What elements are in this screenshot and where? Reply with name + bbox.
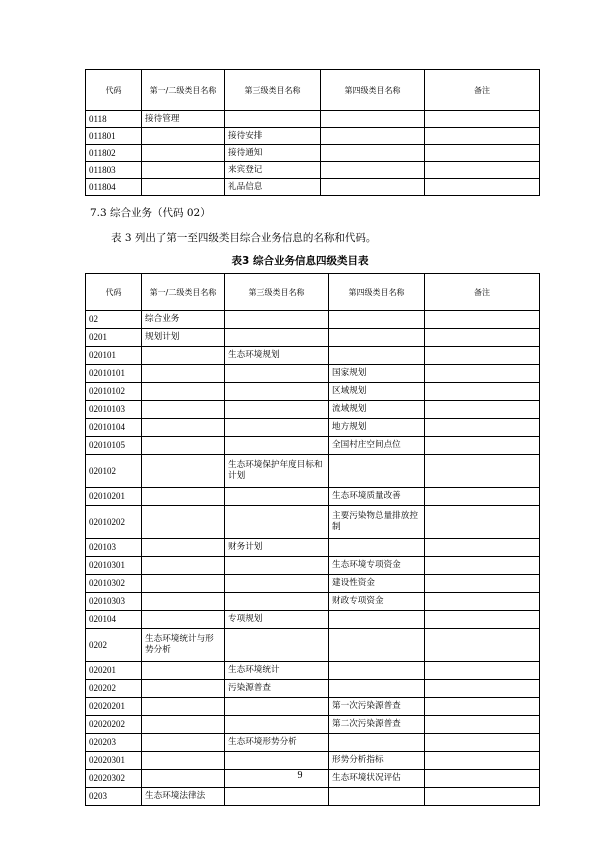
level-1-2-cell: 综合业务	[142, 311, 225, 329]
table-row	[86, 179, 540, 196]
remarks-cell	[425, 179, 540, 196]
level-1-2-cell	[142, 575, 225, 593]
table-row	[86, 365, 540, 383]
level-1-2-cell	[142, 506, 225, 539]
header-code: 代码	[86, 274, 142, 311]
table-row	[86, 788, 540, 806]
level-1-2-cell	[142, 680, 225, 698]
table-row	[86, 539, 540, 557]
level-4-cell	[329, 680, 425, 698]
intro-paragraph: 表 3 列出了第一至四级类目综合业务信息的名称和代码。	[111, 232, 377, 244]
level-3-cell: 财务计划	[225, 539, 329, 557]
table-row	[86, 593, 540, 611]
table-body	[86, 311, 540, 806]
remarks-cell	[425, 329, 540, 347]
remarks-cell	[425, 311, 540, 329]
level-4-cell: 形势分析指标	[329, 752, 425, 770]
code-cell: 011801	[86, 128, 142, 145]
header-level-3: 第三级类目名称	[225, 274, 329, 311]
level-4-cell	[329, 311, 425, 329]
remarks-cell	[425, 788, 540, 806]
table-row	[86, 455, 540, 488]
code-cell: 02010303	[86, 593, 142, 611]
level-3-cell	[225, 788, 329, 806]
level-1-2-cell	[142, 698, 225, 716]
remarks-cell	[425, 162, 540, 179]
table-body	[86, 111, 540, 196]
table-row	[86, 734, 540, 752]
table-header-row	[86, 70, 540, 111]
level-1-2-cell	[142, 401, 225, 419]
table-row	[86, 575, 540, 593]
header-code: 代码	[86, 70, 142, 111]
code-cell: 0203	[86, 788, 142, 806]
code-cell: 020103	[86, 539, 142, 557]
level-4-cell: 财政专项资金	[329, 593, 425, 611]
level-3-cell	[225, 575, 329, 593]
code-cell: 02010301	[86, 557, 142, 575]
level-1-2-cell	[142, 662, 225, 680]
level-1-2-cell	[142, 383, 225, 401]
code-cell: 02010102	[86, 383, 142, 401]
level-4-cell: 区域规划	[329, 383, 425, 401]
remarks-cell	[425, 662, 540, 680]
remarks-cell	[425, 698, 540, 716]
table-row	[86, 128, 540, 145]
code-cell: 02020201	[86, 698, 142, 716]
level-1-2-cell	[142, 162, 225, 179]
comprehensive-business-table	[85, 273, 540, 806]
code-cell: 020104	[86, 611, 142, 629]
level-4-cell	[329, 629, 425, 662]
table-row	[86, 383, 540, 401]
level-1-2-cell: 生态环境法律法	[142, 788, 225, 806]
table-row	[86, 488, 540, 506]
code-cell: 02010101	[86, 365, 142, 383]
level-4-cell: 第二次污染源普查	[329, 716, 425, 734]
table-row	[86, 629, 540, 662]
remarks-cell	[425, 419, 540, 437]
level-3-cell	[225, 593, 329, 611]
remarks-cell	[425, 752, 540, 770]
level-4-cell: 生态环境质量改善	[329, 488, 425, 506]
code-cell: 02010105	[86, 437, 142, 455]
code-cell: 020101	[86, 347, 142, 365]
level-4-cell: 生态环境专项资金	[329, 557, 425, 575]
table-row	[86, 680, 540, 698]
header-level-3: 第三级类目名称	[225, 70, 321, 111]
level-3-cell	[225, 506, 329, 539]
level-3-cell	[225, 365, 329, 383]
level-3-cell: 生态环境形势分析	[225, 734, 329, 752]
level-4-cell	[329, 455, 425, 488]
code-cell: 0201	[86, 329, 142, 347]
level-4-cell: 第一次污染源普查	[329, 698, 425, 716]
level-4-cell: 主要污染物总量排放控制	[329, 506, 425, 539]
remarks-cell	[425, 401, 540, 419]
table-row	[86, 401, 540, 419]
table-header-row	[86, 274, 540, 311]
level-4-cell	[329, 734, 425, 752]
code-cell: 020201	[86, 662, 142, 680]
table-row	[86, 698, 540, 716]
level-4-cell: 地方规划	[329, 419, 425, 437]
level-3-cell	[225, 111, 321, 128]
level-3-cell: 生态环境规划	[225, 347, 329, 365]
level-3-cell	[225, 629, 329, 662]
remarks-cell	[425, 680, 540, 698]
level-4-cell	[321, 145, 425, 162]
code-cell: 0118	[86, 111, 142, 128]
level-1-2-cell	[142, 128, 225, 145]
code-cell: 020202	[86, 680, 142, 698]
level-4-cell	[329, 539, 425, 557]
code-cell: 02010202	[86, 506, 142, 539]
level-4-cell: 生态环境状况评估	[329, 770, 425, 788]
code-cell: 02010302	[86, 575, 142, 593]
level-4-cell	[329, 329, 425, 347]
level-1-2-cell: 生态环境统计与形势分析	[142, 629, 225, 662]
level-4-cell	[329, 788, 425, 806]
table-row	[86, 145, 540, 162]
table-row	[86, 347, 540, 365]
remarks-cell	[425, 488, 540, 506]
level-3-cell: 接待安排	[225, 128, 321, 145]
level-1-2-cell	[142, 488, 225, 506]
level-1-2-cell	[142, 145, 225, 162]
remarks-cell	[425, 734, 540, 752]
level-1-2-cell	[142, 365, 225, 383]
table-row	[86, 557, 540, 575]
level-3-cell	[225, 557, 329, 575]
level-3-cell: 生态环境统计	[225, 662, 329, 680]
section-heading: 7.3 综合业务（代码 02）	[90, 207, 211, 219]
table-row	[86, 329, 540, 347]
level-4-cell	[329, 347, 425, 365]
table-caption: 表3 综合业务信息四级类目表	[231, 255, 369, 267]
level-4-cell: 建设性资金	[329, 575, 425, 593]
remarks-cell	[425, 111, 540, 128]
level-3-cell	[225, 401, 329, 419]
table-row	[86, 752, 540, 770]
remarks-cell	[425, 716, 540, 734]
header-remarks: 备注	[425, 70, 540, 111]
level-4-cell: 全国村庄空间点位	[329, 437, 425, 455]
table-row	[86, 311, 540, 329]
level-3-cell: 专项规划	[225, 611, 329, 629]
table-row	[86, 437, 540, 455]
level-4-cell	[321, 179, 425, 196]
level-1-2-cell	[142, 752, 225, 770]
level-3-cell: 来宾登记	[225, 162, 321, 179]
table-row	[86, 506, 540, 539]
level-1-2-cell	[142, 347, 225, 365]
code-cell: 011802	[86, 145, 142, 162]
level-1-2-cell	[142, 455, 225, 488]
level-4-cell	[329, 662, 425, 680]
header-level-1-2: 第一/二级类目名称	[142, 274, 225, 311]
level-3-cell	[225, 716, 329, 734]
remarks-cell	[425, 611, 540, 629]
level-1-2-cell: 接待管理	[142, 111, 225, 128]
code-cell: 011804	[86, 179, 142, 196]
level-1-2-cell	[142, 179, 225, 196]
level-3-cell	[225, 383, 329, 401]
code-cell: 02010201	[86, 488, 142, 506]
table-row	[86, 611, 540, 629]
table-row	[86, 162, 540, 179]
page-number: 9	[297, 770, 303, 781]
level-3-cell	[225, 437, 329, 455]
level-1-2-cell	[142, 557, 225, 575]
level-1-2-cell	[142, 437, 225, 455]
remarks-cell	[425, 145, 540, 162]
code-cell: 02020202	[86, 716, 142, 734]
records-table-continued	[85, 69, 540, 196]
level-1-2-cell	[142, 734, 225, 752]
level-1-2-cell	[142, 611, 225, 629]
level-4-cell	[321, 111, 425, 128]
level-3-cell: 礼品信息	[225, 179, 321, 196]
level-4-cell	[321, 162, 425, 179]
code-cell: 020203	[86, 734, 142, 752]
level-1-2-cell	[142, 716, 225, 734]
level-3-cell	[225, 752, 329, 770]
level-3-cell	[225, 419, 329, 437]
level-4-cell	[329, 611, 425, 629]
remarks-cell	[425, 365, 540, 383]
level-1-2-cell	[142, 593, 225, 611]
code-cell: 02020301	[86, 752, 142, 770]
remarks-cell	[425, 383, 540, 401]
remarks-cell	[425, 128, 540, 145]
header-remarks: 备注	[425, 274, 540, 311]
remarks-cell	[425, 437, 540, 455]
level-3-cell	[225, 488, 329, 506]
remarks-cell	[425, 455, 540, 488]
table-row	[86, 419, 540, 437]
level-4-cell: 国家规划	[329, 365, 425, 383]
remarks-cell	[425, 593, 540, 611]
level-3-cell: 接待通知	[225, 145, 321, 162]
header-level-4: 第四级类目名称	[321, 70, 425, 111]
level-3-cell	[225, 311, 329, 329]
level-3-cell: 生态环境保护年度目标和计划	[225, 455, 329, 488]
level-3-cell	[225, 698, 329, 716]
header-level-4: 第四级类目名称	[329, 274, 425, 311]
code-cell: 02010104	[86, 419, 142, 437]
table-row	[86, 111, 540, 128]
code-cell: 0202	[86, 629, 142, 662]
level-1-2-cell	[142, 539, 225, 557]
level-4-cell	[321, 128, 425, 145]
level-1-2-cell	[142, 419, 225, 437]
code-cell: 02020302	[86, 770, 142, 788]
remarks-cell	[425, 347, 540, 365]
level-3-cell	[225, 329, 329, 347]
table-row	[86, 662, 540, 680]
remarks-cell	[425, 575, 540, 593]
code-cell: 02	[86, 311, 142, 329]
remarks-cell	[425, 557, 540, 575]
remarks-cell	[425, 629, 540, 662]
level-3-cell: 污染源普查	[225, 680, 329, 698]
header-level-1-2: 第一/二级类目名称	[142, 70, 225, 111]
remarks-cell	[425, 539, 540, 557]
code-cell: 011803	[86, 162, 142, 179]
table-row	[86, 716, 540, 734]
code-cell: 02010103	[86, 401, 142, 419]
level-1-2-cell: 规划计划	[142, 329, 225, 347]
remarks-cell	[425, 506, 540, 539]
level-4-cell: 流域规划	[329, 401, 425, 419]
code-cell: 020102	[86, 455, 142, 488]
